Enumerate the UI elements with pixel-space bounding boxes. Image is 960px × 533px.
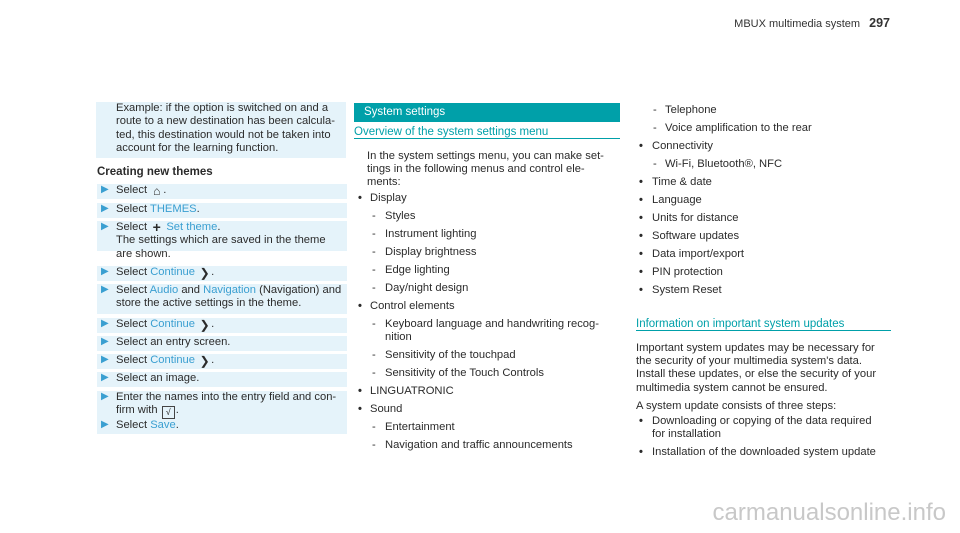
step-arrow-icon: ▶ [101,372,109,383]
plus-icon: + [152,219,161,235]
audio-link[interactable]: Audio [149,284,179,296]
dash-icon: - [372,349,376,361]
dash-icon: - [372,228,376,240]
update-step: Downloading or copying of the data required for installation [652,415,872,441]
subheading-creating-themes: Creating new themes [97,166,213,178]
intro-paragraph: In the system settings menu, you can make set- tings in the following menus and control ele- ments: [367,150,604,189]
menu-subitem: Entertainment [385,421,455,433]
step-arrow-icon: ▶ [101,284,109,295]
step-arrow-icon: ▶ [101,203,109,214]
step-6: ▶ Select Continue ❯. [97,318,347,333]
page-header [734,16,890,30]
update-step: Installation of the downloaded system update [652,446,876,458]
step-1: ▶ Select ⌂ . [97,184,347,199]
menu-item: Software updates [652,230,740,242]
watermark: carmanualsonline.info [712,499,946,526]
heading-overview: Overview of the system settings menu [354,126,620,139]
header-title: MBUX multimedia system [734,18,861,30]
bullet-icon: • [639,266,643,278]
bullet-icon: • [639,248,643,260]
dash-icon: - [372,246,376,258]
dash-icon: - [372,318,376,330]
chevron-right-icon: ❯ [199,266,210,280]
menu-subitem: Sensitivity of the Touch Controls [385,367,544,379]
step-7: ▶ Select an entry screen. [97,336,347,351]
home-icon: ⌂ [153,184,161,198]
menu-item: Sound [370,403,403,415]
step-4: ▶ Select Continue ❯. [97,266,347,281]
dash-icon: - [372,439,376,451]
dash-icon: - [653,158,657,170]
note-line: route to a new destination has been calcula- [116,115,335,128]
navigation-link[interactable]: Navigation [203,284,256,296]
menu-subitem: Instrument lighting [385,228,477,240]
bullet-icon: • [639,212,643,224]
step-arrow-icon: ▶ [101,419,109,430]
step-arrow-icon: ▶ [101,266,109,277]
bullet-icon: • [639,140,643,152]
menu-subitem: Wi-Fi, Bluetooth®, NFC [665,158,783,170]
dash-icon: - [653,122,657,134]
dash-icon: - [372,421,376,433]
menu-item: Display [370,192,407,204]
menu-item: LINGUATRONIC [370,385,454,397]
step-arrow-icon: ▶ [101,184,109,195]
step-arrow-icon: ▶ [101,354,109,365]
dash-icon: - [372,367,376,379]
chevron-right-icon: ❯ [199,354,210,368]
step-2: ▶ Select THEMES. [97,203,347,218]
step-arrow-icon: ▶ [101,318,109,329]
menu-item: System Reset [652,284,722,296]
step-10: ▶ Enter the names into the entry field and con- firm with √ . [97,391,347,421]
bullet-icon: • [358,403,362,415]
menu-subitem: Sensitivity of the touchpad [385,349,516,361]
step-11: ▶ Select Save. [97,419,347,434]
dash-icon: - [372,282,376,294]
bullet-icon: • [639,194,643,206]
step-9: ▶ Select an image. [97,372,347,387]
menu-subitem: Edge lighting [385,264,450,276]
example-note [96,102,346,158]
continue-link[interactable]: Continue [150,354,195,366]
continue-link[interactable]: Continue [150,318,195,330]
step-arrow-icon: ▶ [101,221,109,232]
menu-item: Data import/export [652,248,745,260]
bullet-icon: • [639,176,643,188]
note-line: Example: if the option is switched on and a [116,102,329,114]
heading-updates: Information on important system updates [636,318,891,331]
menu-subitem: Display brightness [385,246,477,258]
dash-icon: - [372,210,376,222]
step-3: ▶ Select + Set theme. The settings which are saved in the theme are shown. [97,221,347,251]
menu-item: Connectivity [652,140,713,152]
menu-item: Time & date [652,176,712,188]
set-theme-link[interactable]: Set theme [166,221,218,233]
bullet-icon: • [639,284,643,296]
ok-icon: √ [162,406,175,419]
menu-subitem: Navigation and traffic announcements [385,439,573,451]
bullet-icon: • [639,230,643,242]
dash-icon: - [372,264,376,276]
chevron-right-icon: ❯ [199,318,210,332]
step-5: ▶ Select Audio and Navigation (Navigation) and store the active settings in the theme. [97,284,347,314]
updates-paragraph: Important system updates may be necessary for the security of your multimedia system's data. Install these updates, or else the security of your multimedia system cannot be ensured. [636,342,877,394]
menu-item: PIN protection [652,266,723,278]
menu-item: Units for distance [652,212,739,224]
bullet-icon: • [358,192,362,204]
updates-steps-intro: A system update consists of three steps: [636,400,837,412]
page-number: 297 [869,16,890,30]
note-line: ted, this destination would not be taken into [116,128,331,141]
menu-subitem: Day/night design [385,282,469,294]
menu-subitem: Styles [385,210,416,222]
dash-icon: - [653,104,657,116]
menu-subitem: Voice amplification to the rear [665,122,812,134]
menu-subitem: Telephone [665,104,717,116]
themes-link[interactable]: THEMES [150,203,197,215]
continue-link[interactable]: Continue [150,266,195,278]
section-banner: System settings [354,103,620,122]
menu-item: Control elements [370,300,455,312]
bullet-icon: • [639,446,643,458]
step-8: ▶ Select Continue ❯. [97,354,347,369]
bullet-icon: • [639,415,643,427]
note-line: account for the learning function. [116,142,279,155]
bullet-icon: • [358,300,362,312]
menu-item: Language [652,194,702,206]
step-arrow-icon: ▶ [101,336,109,347]
step-arrow-icon: ▶ [101,391,109,402]
bullet-icon: • [358,385,362,397]
save-link[interactable]: Save [150,419,176,431]
menu-subitem: Keyboard language and handwriting recog- nition [385,318,599,344]
